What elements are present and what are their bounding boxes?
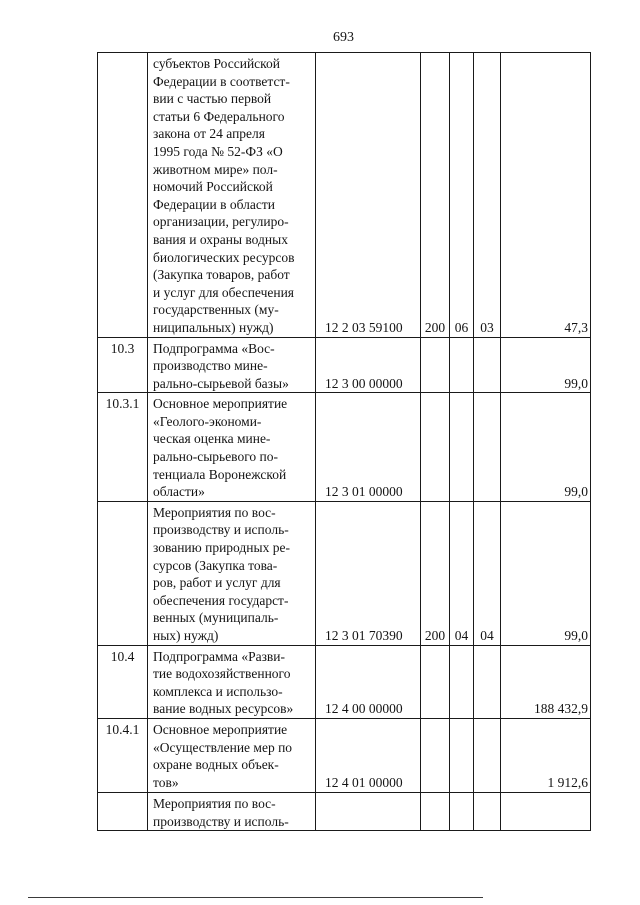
- description-cell: [148, 645, 316, 718]
- description-cell: [148, 718, 316, 792]
- description-line: Основное мероприятие: [153, 721, 288, 737]
- row-number-cell: 10.3: [98, 337, 148, 393]
- page-number: 693: [333, 30, 354, 45]
- expense-type-cell: [421, 792, 450, 830]
- description-line: «Осуществление мер по: [153, 739, 293, 755]
- target-code-cell: 12 3 01 00000: [316, 393, 421, 502]
- table-row: [98, 393, 591, 502]
- subsection-cell: 03: [474, 53, 501, 338]
- description-line: сурсов (Закупка това-: [153, 557, 278, 573]
- expense-type-cell: 200: [421, 53, 450, 338]
- description-line: субъектов Российской: [153, 56, 281, 71]
- description-cell: [148, 792, 316, 830]
- target-code-cell: 12 4 00 00000: [316, 645, 421, 718]
- subsection-cell: 04: [474, 501, 501, 645]
- section-cell: [450, 337, 474, 393]
- description-line: государственных (му-: [153, 302, 279, 318]
- scan-edge-line: [28, 897, 483, 898]
- description-line: статьи 6 Федерального: [153, 108, 285, 124]
- description-line: производству и исполь-: [153, 813, 289, 829]
- amount-cell: [501, 792, 591, 830]
- section-cell: 06: [450, 53, 474, 338]
- row-number-cell: [98, 501, 148, 645]
- section-cell: [450, 792, 474, 830]
- description-line: закона от 24 апреля: [153, 126, 265, 142]
- description-cell: [148, 53, 316, 338]
- description-line: Мероприятия по вос-: [153, 504, 276, 520]
- row-number-cell: [98, 53, 148, 338]
- description-line: «Геолого-экономи-: [153, 413, 262, 429]
- amount-cell: 47,3: [501, 53, 591, 338]
- subsection-cell: [474, 645, 501, 718]
- section-cell: [450, 393, 474, 502]
- amount-cell: 188 432,9: [501, 645, 591, 718]
- description-line: тие водохозяйственного: [153, 666, 291, 682]
- row-number-cell: 10.4.1: [98, 718, 148, 792]
- description-line: обеспечения государст-: [153, 592, 289, 608]
- description-line: зованию природных ре-: [153, 540, 290, 556]
- expense-type-cell: [421, 393, 450, 502]
- amount-cell: 99,0: [501, 393, 591, 502]
- description-line: тов»: [153, 774, 179, 790]
- description-cell: [148, 501, 316, 645]
- target-code-cell: 12 2 03 59100: [316, 53, 421, 338]
- table-row: [98, 501, 591, 645]
- description-line: ров, работ и услуг для: [153, 575, 281, 591]
- description-line: Основное мероприятие: [153, 396, 288, 412]
- description-line: вание водных ресурсов»: [153, 701, 294, 717]
- table-row: [98, 645, 591, 718]
- description-cell: [148, 337, 316, 393]
- description-line: Подпрограмма «Разви-: [153, 648, 286, 664]
- description-cell: [148, 393, 316, 502]
- description-line: ниципальных) нужд): [153, 319, 274, 335]
- expense-type-cell: [421, 645, 450, 718]
- target-code-cell: [316, 792, 421, 830]
- description-line: животном мире» пол-: [153, 161, 278, 177]
- description-line: производству и исполь-: [153, 522, 289, 538]
- description-line: тенциала Воронежской: [153, 466, 287, 482]
- budget-table: [97, 52, 591, 831]
- subsection-cell: [474, 393, 501, 502]
- description-line: ческая оценка мине-: [153, 431, 271, 447]
- description-line: и услуг для обеспечения: [153, 284, 295, 300]
- subsection-cell: [474, 337, 501, 393]
- table-row: [98, 53, 591, 338]
- description-line: комплекса и использо-: [153, 683, 283, 699]
- description-line: вания и охраны водных: [153, 231, 288, 247]
- row-number-cell: 10.4: [98, 645, 148, 718]
- description-line: производство мине-: [153, 358, 268, 374]
- amount-cell: 1 912,6: [501, 718, 591, 792]
- budget-table-body: [98, 53, 591, 831]
- description-line: организации, регулиро-: [153, 214, 289, 230]
- description-line: (Закупка товаров, работ: [153, 267, 290, 283]
- table-row: [98, 792, 591, 830]
- target-code-cell: 12 3 00 00000: [316, 337, 421, 393]
- description-line: Федерации в соответст-: [153, 73, 290, 89]
- target-code-cell: 12 3 01 70390: [316, 501, 421, 645]
- section-cell: 04: [450, 501, 474, 645]
- description-line: ных) нужд): [153, 628, 219, 643]
- description-line: рально-сырьевой базы»: [153, 375, 289, 391]
- description-line: охране водных объек-: [153, 757, 279, 773]
- amount-cell: 99,0: [501, 337, 591, 393]
- description-line: Подпрограмма «Вос-: [153, 340, 275, 356]
- section-cell: [450, 645, 474, 718]
- row-number-cell: [98, 792, 148, 830]
- description-line: номочий Российской: [153, 179, 273, 195]
- description-line: рально-сырьевого по-: [153, 449, 279, 465]
- description-line: области»: [153, 484, 205, 500]
- subsection-cell: [474, 792, 501, 830]
- target-code-cell: 12 4 01 00000: [316, 718, 421, 792]
- section-cell: [450, 718, 474, 792]
- amount-cell: 99,0: [501, 501, 591, 645]
- expense-type-cell: 200: [421, 501, 450, 645]
- description-line: венных (муниципаль-: [153, 610, 279, 626]
- subsection-cell: [474, 718, 501, 792]
- table-row: [98, 718, 591, 792]
- description-line: 1995 года № 52-ФЗ «О: [153, 143, 283, 159]
- expense-type-cell: [421, 337, 450, 393]
- expense-type-cell: [421, 718, 450, 792]
- description-line: Мероприятия по вос-: [153, 795, 276, 811]
- description-line: вии с частью первой: [153, 91, 272, 107]
- row-number-cell: 10.3.1: [98, 393, 148, 502]
- description-line: Федерации в области: [153, 196, 276, 212]
- table-row: [98, 337, 591, 393]
- description-line: биологических ресурсов: [153, 249, 295, 265]
